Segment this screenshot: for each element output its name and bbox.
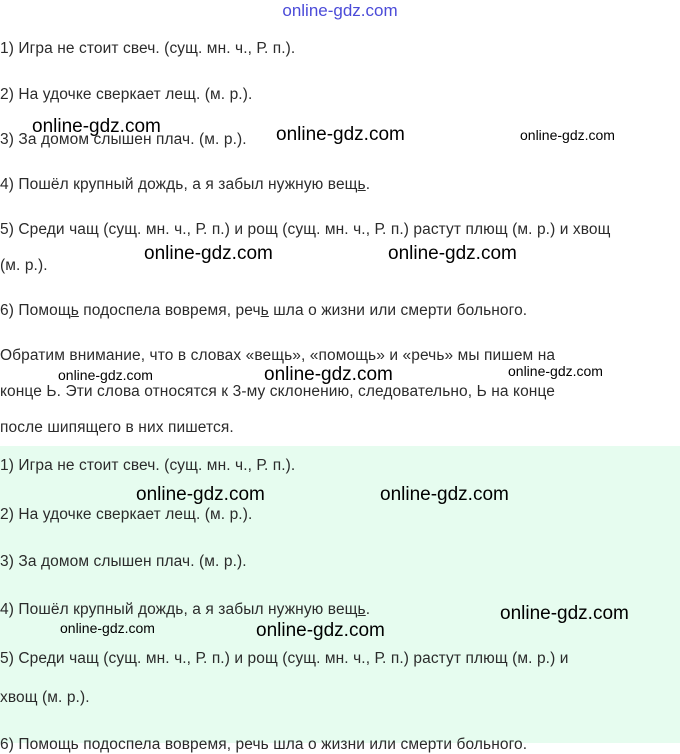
answer-block-background bbox=[0, 446, 680, 743]
note-line-2: конце Ь. Эти слова относятся к 3-му склонению, следовательно, Ь на конце bbox=[0, 383, 555, 400]
answer-sentence-6-partial: 6) Помощь подоспела вовремя, речь шла о жизни или смерти больного. bbox=[0, 736, 528, 753]
soft-sign-underlined: ь bbox=[260, 302, 269, 319]
watermark: online-gdz.com bbox=[508, 363, 603, 379]
watermark: online-gdz.com bbox=[264, 364, 393, 385]
watermark: online-gdz.com bbox=[58, 367, 153, 383]
sentence-2: 2) На удочке сверкает лещ. (м. р.). bbox=[0, 86, 253, 103]
watermark: online-gdz.com bbox=[144, 243, 273, 264]
watermark: online-gdz.com bbox=[32, 116, 161, 137]
soft-sign-underlined: ь bbox=[357, 601, 366, 618]
note-line-1: Обратим внимание, что в словах «вещь», «помощь» и «речь» мы пишем на bbox=[0, 347, 556, 364]
watermark: online-gdz.com bbox=[136, 484, 265, 505]
sentence-4-dot: . bbox=[365, 176, 371, 193]
answer-sentence-4-dot: . bbox=[365, 601, 371, 618]
sentence-4-text: 4) Пошёл крупный дождь, а я забыл нужную вещ bbox=[0, 176, 358, 193]
sentence-4 bbox=[0, 176, 370, 194]
sentence-3: 3) За домом слышен плач. (м. р.). bbox=[0, 131, 247, 148]
answer-sentence-4 bbox=[0, 601, 370, 619]
sentence-1: 1) Игра не стоит свеч. (сущ. мн. ч., Р. п.). bbox=[0, 40, 296, 57]
answer-sentence-1: 1) Игра не стоит свеч. (сущ. мн. ч., Р. п.). bbox=[0, 457, 296, 474]
sentence-6 bbox=[0, 302, 527, 320]
watermark: online-gdz.com bbox=[388, 243, 517, 264]
watermark-top: online-gdz.com bbox=[282, 1, 398, 20]
note-line-3: после шипящего в них пишется. bbox=[0, 419, 234, 436]
answer-sentence-5-line-a: 5) Среди чащ (сущ. мн. ч., Р. п.) и рощ (сущ. мн. ч., Р. п.) растут плющ (м. р.) и bbox=[0, 650, 569, 667]
watermark: online-gdz.com bbox=[520, 127, 615, 143]
watermark: online-gdz.com bbox=[256, 620, 385, 641]
sentence-6-part-c: шла о жизни или смерти больного. bbox=[268, 302, 528, 319]
answer-sentence-5-line-b: хвощ (м. р.). bbox=[0, 689, 90, 706]
answer-sentence-4-text: 4) Пошёл крупный дождь, а я забыл нужную вещ bbox=[0, 601, 358, 618]
answer-sentence-3: 3) За домом слышен плач. (м. р.). bbox=[0, 553, 247, 570]
watermark: online-gdz.com bbox=[500, 603, 629, 624]
watermark: online-gdz.com bbox=[380, 484, 509, 505]
sentence-6-part-a: 6) Помощ bbox=[0, 302, 71, 319]
soft-sign-underlined: ь bbox=[70, 302, 79, 319]
watermark: online-gdz.com bbox=[60, 620, 155, 636]
watermark: online-gdz.com bbox=[276, 124, 405, 145]
answer-sentence-2: 2) На удочке сверкает лещ. (м. р.). bbox=[0, 506, 253, 523]
soft-sign-underlined: ь bbox=[357, 176, 366, 193]
sentence-5-line-a: 5) Среди чащ (сущ. мн. ч., Р. п.) и рощ (сущ. мн. ч., Р. п.) растут плющ (м. р.) и хвощ bbox=[0, 221, 611, 238]
sentence-6-part-b: подоспела вовремя, реч bbox=[78, 302, 261, 319]
sentence-5-line-b: (м. р.). bbox=[0, 257, 48, 274]
